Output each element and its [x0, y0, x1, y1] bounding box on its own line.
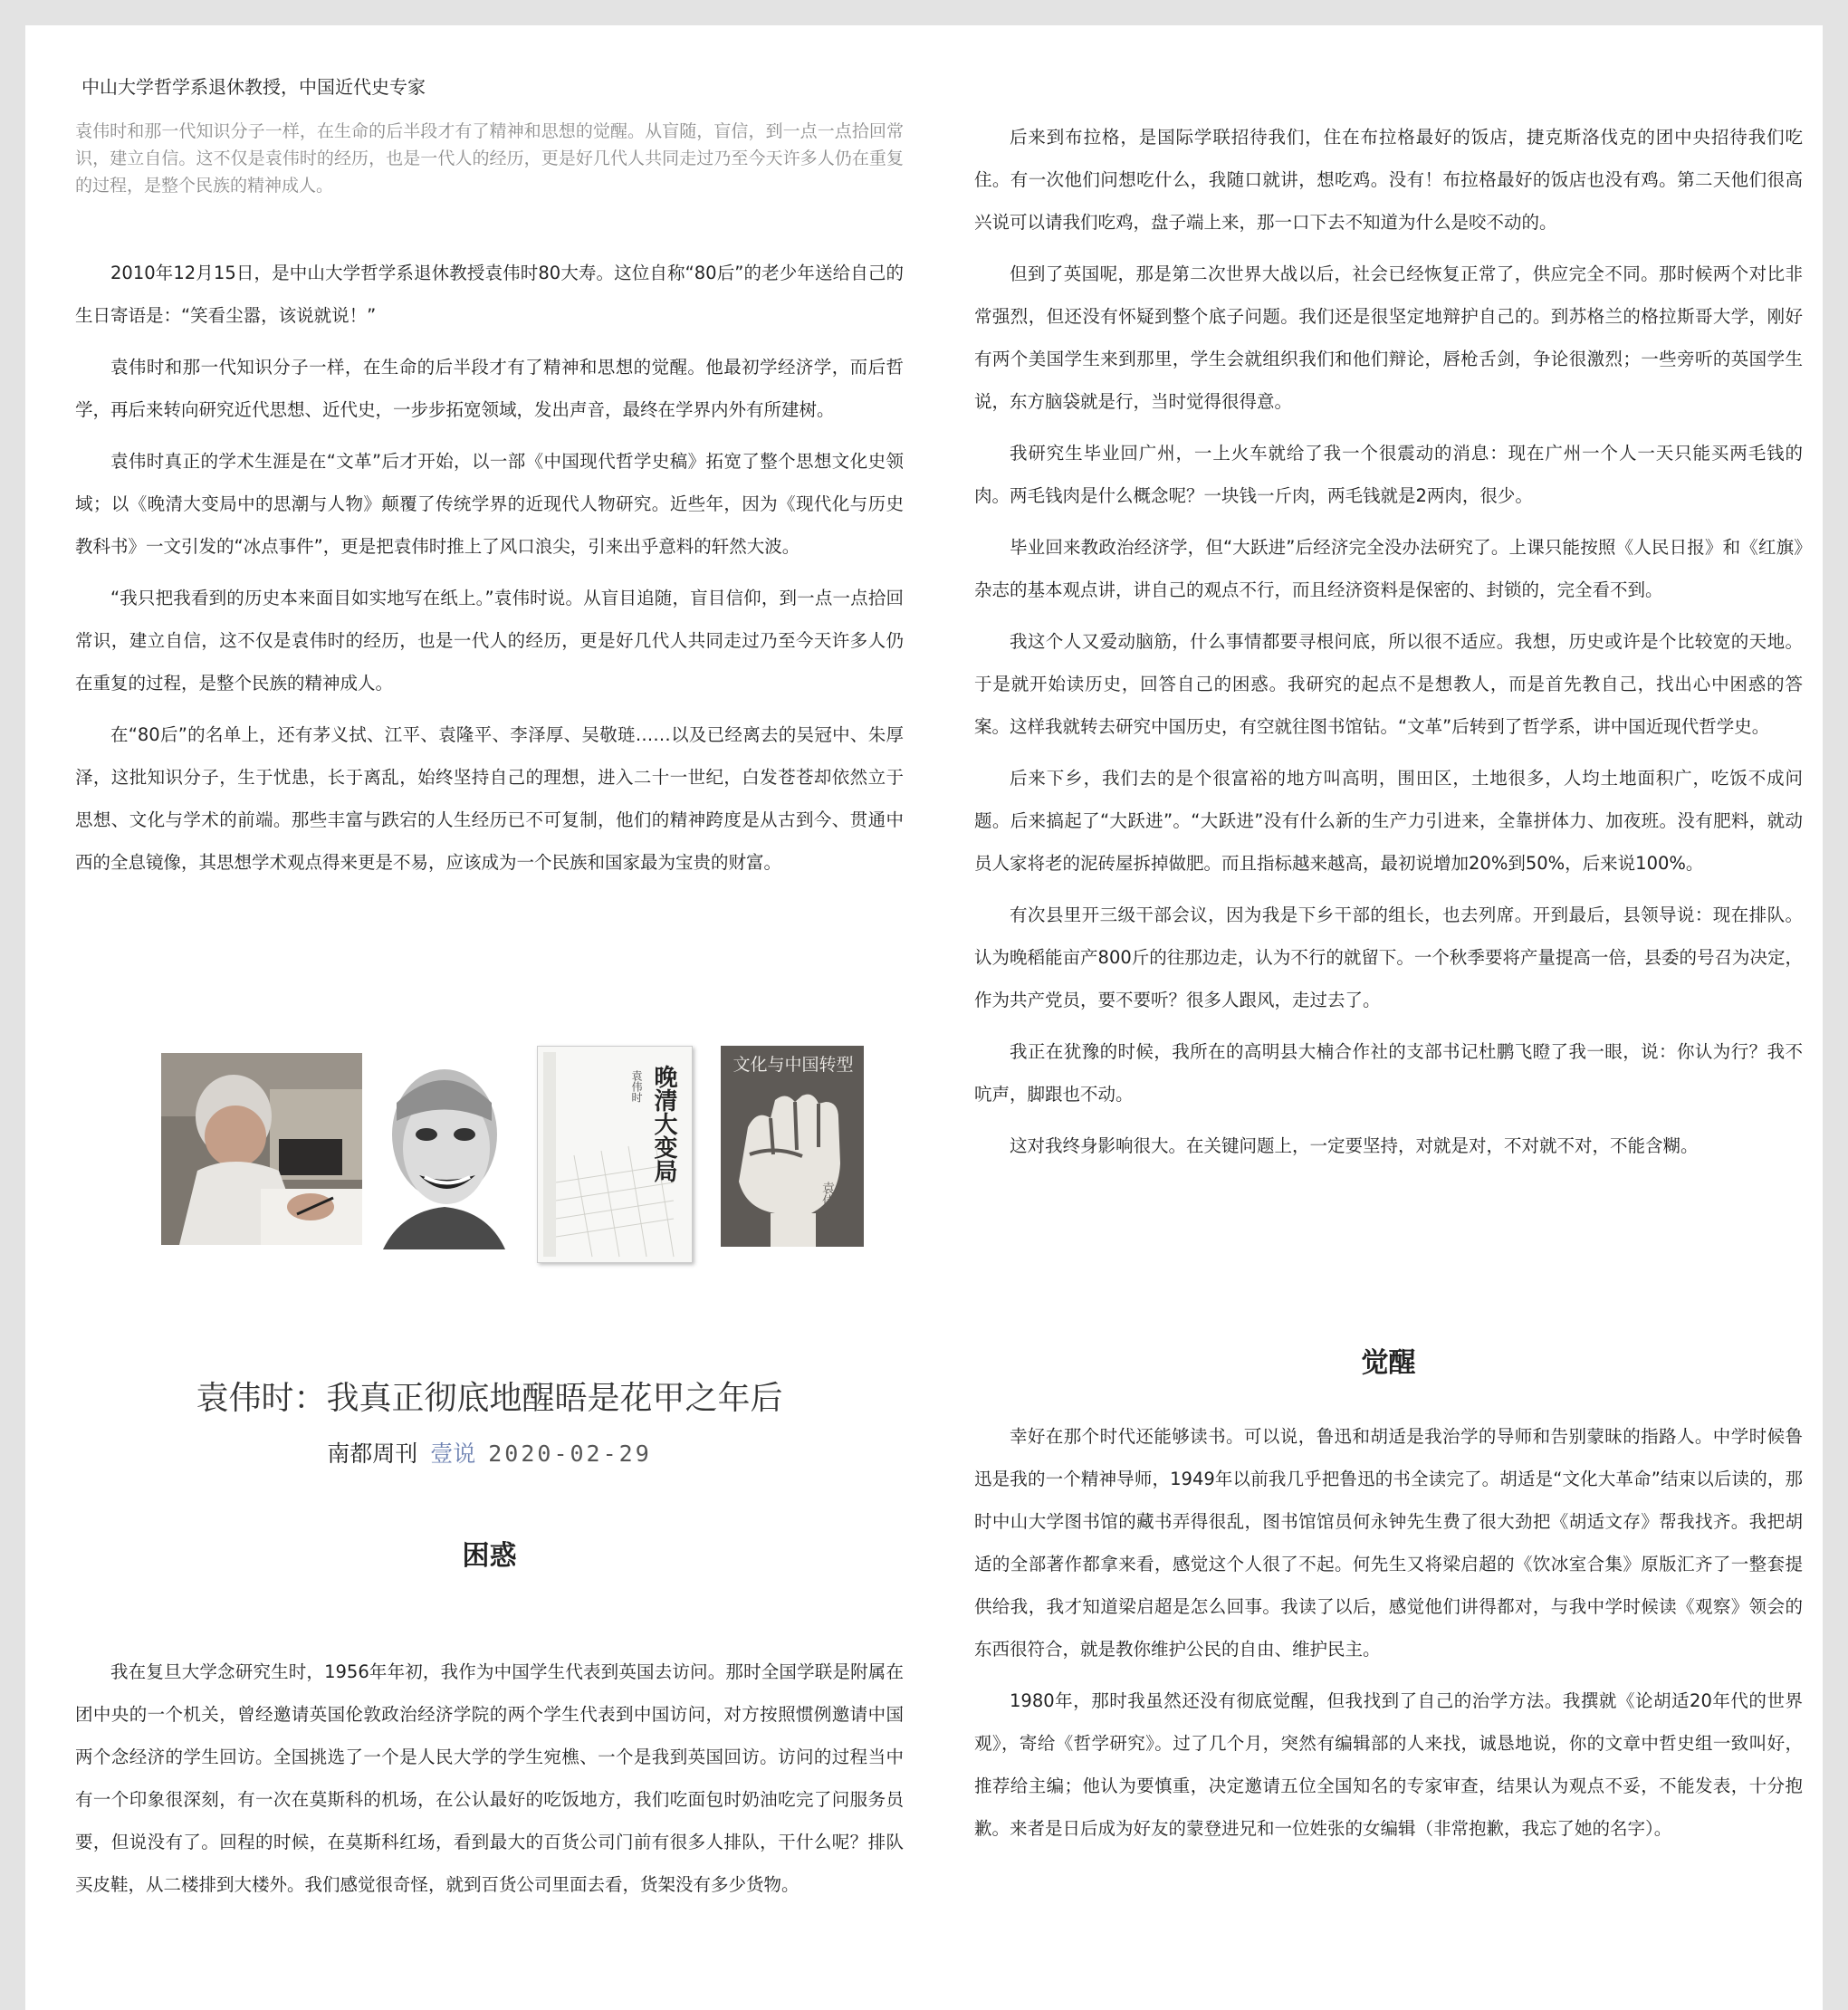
narrative-paragraph: 后来到布拉格，是国际学联招待我们，住在布拉格最好的饭店，捷克斯洛伐克的团中央招待我们吃住。有一次他们问想吃什么，我随口就讲，想吃鸡。没有！布拉格最好的饭店也没有鸡。第二天他们很高兴说可以请我们吃鸡，盘子端上来，那一口下去不知道为什么是咬不动的。 — [974, 127, 1803, 233]
photo-portrait-sketch — [374, 1048, 510, 1249]
intro-paragraph: 袁伟时真正的学术生涯是在“文革”后才开始，以一部《中国现代哲学史稿》拓宽了整个思想文化史领域；以《晚清大变局中的思潮与人物》颠覆了传统学界的近现代人物研究。近些年，因为《现代化与历史教科书》一文引发的“冰点事件”，更是把袁伟时推上了风口浪尖，引来出乎意料的轩然大波。 — [75, 451, 904, 557]
article-meta — [75, 1436, 904, 1469]
book1-title: 晚清大变局 — [650, 1065, 677, 1182]
section-paragraph: 我在复旦大学念研究生时，1956年年初，我作为中国学生代表到英国去访问。那时全国学联是附属在团中央的一个机关，曾经邀请英国伦敦政治经济学院的两个学生代表到中国访问，对方按照惯例邀请中国两个念经济的学生回访。全国挑选了一个是人民大学的学生宛樵、一个是我到英国回访。访问的过程当中有一个印象很深刻，有一次在莫斯科的机场，在公认最好的吃饭地方，我们吃面包时奶油吃完了问服务员要，但说没有了。回程的时候，在莫斯科红场，看到最大的百货公司门前有很多人排队，干什么呢？排队买皮鞋，从二楼排到大楼外。我们感觉很奇怪，就到百货公司里面去看，货架没有多少货物。 — [75, 1661, 904, 1895]
author-byline: 中山大学哲学系退休教授，中国近代史专家 — [81, 76, 426, 98]
section-paragraph: 1980年，那时我虽然还没有彻底觉醒，但我找到了自己的治学方法。我撰就《论胡适20年代的世界观》，寄给《哲学研究》。过了几个月，突然有编辑部的人来找，诚恳地说，你的文章中哲史组一致叫好，推荐给主编；他认为要慎重，决定邀请五位全国知名的专家审查，结果认为观点不妥，不能发表，十分抱歉。来者是日后成为好友的蒙登进兄和一位姓张的女编辑（非常抱歉，我忘了她的名字）。 — [974, 1690, 1803, 1839]
intro-paragraph: “我只把我看到的历史本来面目如实地写在纸上。”袁伟时说。从盲目追随，盲目信仰，到一点一点拾回常识，建立自信，这不仅是袁伟时的经历，也是一代人的经历，更是好几代人共同走过乃至今天许多人仍在重复的过程，是整个民族的精神成人。 — [75, 588, 904, 694]
section-paragraph: 幸好在那个时代还能够读书。可以说，鲁迅和胡适是我治学的导师和告别蒙昧的指路人。中学时候鲁迅是我的一个精神导师，1949年以前我几乎把鲁迅的书全读完了。胡适是“文化大革命”结束以后读的，那时中山大学图书馆的藏书弄得很乱，图书馆馆员何永钟先生费了很大劲把《胡适文存》帮我找齐。我把胡适的全部著作都拿来看，感觉这个人很了不起。何先生又将梁启超的《饮冰室合集》原版汇齐了一整套提供给我，我才知道梁启超是怎么回事。我读了以后，感觉他们讲得都对，与我中学时候读《观察》领会的东西很符合，就是教你维护公民的自由、维护民主。 — [974, 1426, 1803, 1660]
article-date: 2020-02-29 — [488, 1440, 652, 1467]
article-title: 袁伟时：我真正彻底地醒晤是花甲之年后 — [196, 1380, 783, 1417]
book2-title: 文化与中国转型 — [732, 1055, 854, 1075]
confusion-section — [75, 1651, 904, 1915]
awakening-section — [974, 1415, 1803, 1859]
intro-section — [75, 252, 904, 893]
photo-writing-at-desk — [161, 1053, 362, 1245]
narrative-paragraph: 这对我终身影响很大。在关键问题上，一定要坚持，对就是对，不对就不对，不能含糊。 — [1010, 1135, 1699, 1156]
narrative-section — [974, 116, 1803, 1176]
narrative-paragraph: 有次县里开三级干部会议，因为我是下乡干部的组长，也去列席。开到最后，县领导说：现在排队。认为晚稻能亩产800斤的往那边走，认为不行的就留下。一个秋季要将产量提高一倍，县委的号召为决定，作为共产党员，要不要听？很多人跟风，走过去了。 — [974, 904, 1803, 1010]
section-heading-awakening: 觉醒 — [1361, 1347, 1416, 1379]
book-cover-culture-transformation — [721, 1046, 864, 1247]
page — [25, 25, 1823, 2010]
lead-summary: 袁伟时和那一代知识分子一样，在生命的后半段才有了精神和思想的觉醒。从盲随，盲信，到一点一点拾回常识，建立自信。这不仅是袁伟时的经历，也是一代人的经历，更是好几代人共同走过乃至今天许多人仍在重复的过程，是整个民族的精神成人。 — [75, 121, 904, 196]
narrative-paragraph: 我研究生毕业回广州，一上火车就给了我一个很震动的消息：现在广州一个人一天只能买两毛钱的肉。两毛钱肉是什么概念呢？一块钱一斤肉，两毛钱就是2两肉，很少。 — [974, 443, 1803, 506]
intro-paragraph: 在“80后”的名单上，还有茅义拭、江平、袁隆平、李泽厚、吴敬琏……以及已经离去的吴冠中、朱厚泽，这批知识分子，生于忧患，长于离乱，始终坚持自己的理想，进入二十一世纪，白发苍苍却依然立于思想、文化与学术的前端。那些丰富与跌宕的人生经历已不可复制，他们的精神跨度是从古到今、贯通中西的全息镜像，其思想学术观点得来更是不易，应该成为一个民族和国家最为宝贵的财富。 — [75, 724, 904, 873]
narrative-paragraph: 我正在犹豫的时候，我所在的高明县大楠合作社的支部书记杜鹏飞瞪了我一眼，说：你认为行？我不吭声，脚跟也不动。 — [974, 1041, 1803, 1105]
narrative-paragraph: 后来下乡，我们去的是个很富裕的地方叫高明，围田区，土地很多，人均土地面积广，吃饭不成问题。后来搞起了“大跃进”。“大跃进”没有什么新的生产力引进来，全靠拼体力、加夜班。没有肥料，就动员人家将老的泥砖屋拆掉做肥。而且指标越来越高，最初说增加20%到50%，后来说100%。 — [974, 768, 1803, 874]
book-cover-late-qing — [537, 1046, 693, 1263]
book1-author: 袁伟时 — [630, 1070, 643, 1103]
intro-paragraph: 2010年12月15日，是中山大学哲学系退休教授袁伟时80大寿。这位自称“80后”的老少年送给自己的生日寄语是：“笑看尘嚣，该说就说！” — [75, 263, 904, 326]
intro-paragraph: 袁伟时和那一代知识分子一样，在生命的后半段才有了精神和思想的觉醒。他最初学经济学，而后哲学，再后来转向研究近代思想、近代史，一步步拓宽领域，发出声音，最终在学界内外有所建树。 — [75, 357, 904, 420]
narrative-paragraph: 毕业回来教政治经济学，但“大跃进”后经济完全没办法研究了。上课只能按照《人民日报》和《红旗》杂志的基本观点讲，讲自己的观点不行，而且经济资料是保密的、封锁的，完全看不到。 — [974, 537, 1803, 600]
article-author-link[interactable]: 壹说 — [430, 1440, 476, 1467]
section-heading-confusion: 困惑 — [462, 1540, 517, 1572]
article-source: 南都周刊 — [327, 1440, 418, 1467]
narrative-paragraph: 但到了英国呢，那是第二次世界大战以后，社会已经恢复正常了，供应完全不同。那时候两个对比非常强烈，但还没有怀疑到整个底子问题。我们还是很坚定地辩护自己的。到苏格兰的格拉斯哥大学，刚好有两个美国学生来到那里，学生会就组织我们和他们辩论，唇枪舌剑，争论很激烈；一些旁听的英国学生说，东方脑袋就是行，当时觉得很得意。 — [974, 263, 1803, 412]
book2-author: 袁伟时 — [820, 1182, 835, 1220]
photo-strip — [161, 1021, 876, 1257]
narrative-paragraph: 我这个人又爱动脑筋，什么事情都要寻根问底，所以很不适应。我想，历史或许是个比较宽的天地。于是就开始读历史，回答自己的困惑。我研究的起点不是想教人，而是首先教自己，找出心中困惑的答案。这样我就转去研究中国历史，有空就往图书馆钻。“文革”后转到了哲学系，讲中国近现代哲学史。 — [974, 631, 1803, 737]
